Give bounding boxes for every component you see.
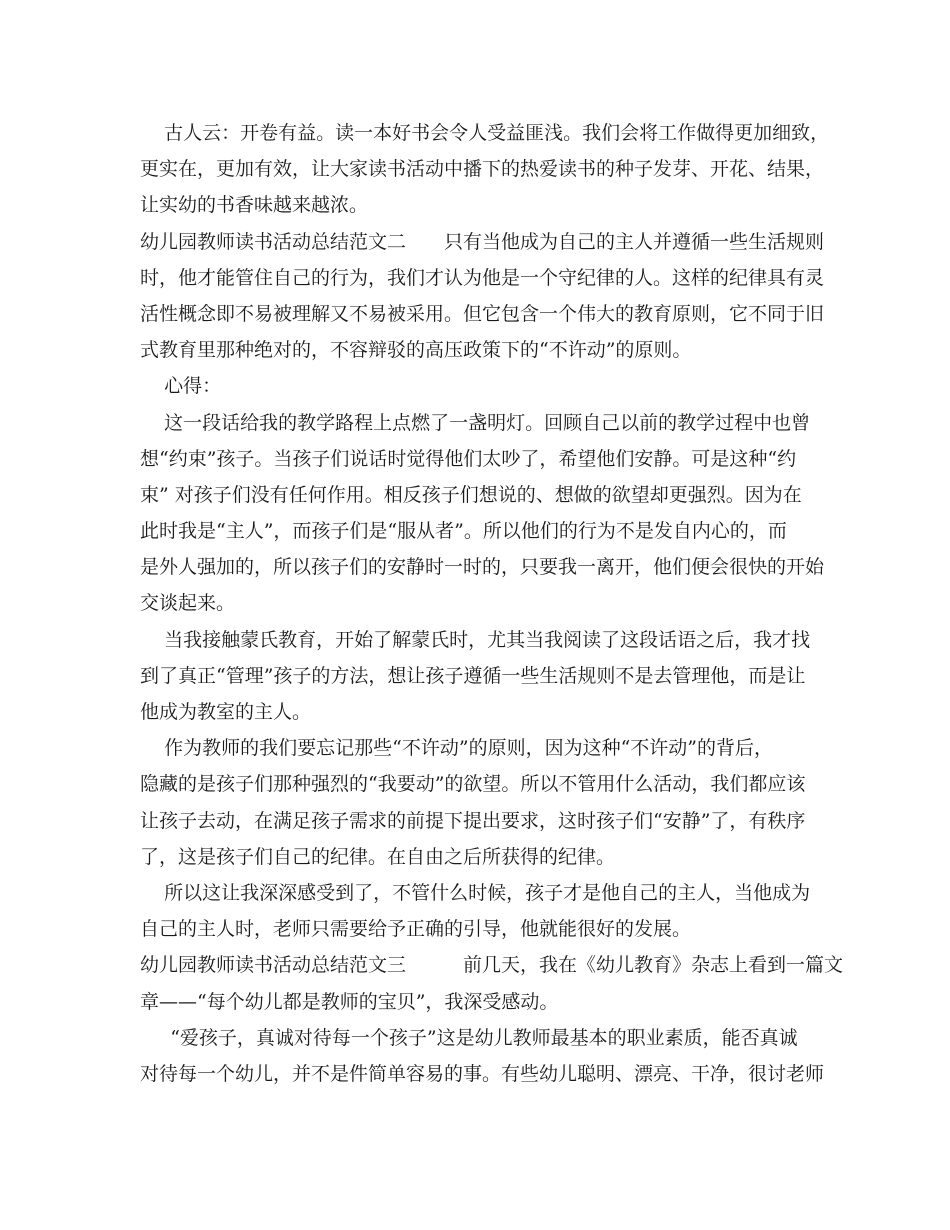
text-line: 作为教师的我们要忘记那些“不许动”的原则，因为这种“不许动”的背后，: [140, 737, 774, 760]
text-line: 当我接触蒙氏教育，开始了解蒙氏时，尤其当我阅读了这段话语之后，我才找: [140, 628, 811, 651]
text-line: 了，这是孩子们自己的纪律。在自由之后所获得的纪律。: [140, 845, 616, 868]
text-line: 时，他才能管住自己的行为，我们才认为他是一个守纪律的人。这样的纪律具有灵: [140, 266, 825, 289]
text-line: 这一段话给我的教学路程上点燃了一盏明灯。回顾自己以前的教学过程中也曾: [140, 411, 811, 434]
section-heading-line: 幼儿园教师读书活动总结范文三 前几天，我在《幼儿教育》杂志上看到一篇文: [140, 954, 844, 977]
document-body: [140, 115, 844, 1092]
text-line: 让实幼的书香味越来越浓。: [140, 194, 369, 217]
text-line: 对待每一个幼儿，并不是件简单容易的事。有些幼儿聪明、漂亮、干净，很讨老师: [140, 1062, 825, 1085]
text-line: 活性概念即不易被理解又不易被采用。但它包含一个伟大的教育原则，它不同于旧: [140, 302, 825, 325]
text-line: 交谈起来。: [140, 592, 236, 615]
text-line: 式教育里那种绝对的，不容辩驳的高压政策下的“不许动”的原则。: [140, 339, 692, 362]
text-line: 心得：: [140, 375, 222, 398]
text-line: 束” 对孩子们没有任何作用。相反孩子们想说的、想做的欲望却更强烈。因为在: [140, 483, 802, 506]
text-line: 想“约束”孩子。当孩子们说话时觉得他们太吵了，希望他们安静。可是这种“约: [140, 447, 797, 470]
section-heading-line: 幼儿园教师读书活动总结范文二 只有当他成为自己的主人并遵循一些生活规则: [140, 230, 825, 253]
text-line: 到了真正“管理”孩子的方法，想让孩子遵循一些生活规则不是去管理他，而是让: [140, 664, 806, 687]
text-line: 让孩子去动，在满足孩子需求的前提下提出要求，这时孩子们“安静”了，有秩序: [140, 809, 806, 832]
text-line: “爱孩子，真诚对待每一个孩子”这是幼儿教师最基本的职业素质，能否真诚: [140, 1026, 798, 1049]
text-line: 更实在，更加有效，让大家读书活动中播下的热爱读书的种子发芽、开花、结果，: [140, 158, 825, 181]
text-line: 章——“每个幼儿都是教师的宝贝”，我深受感动。: [140, 990, 559, 1013]
text-line: 此时我是“主人”，而孩子们是“服从者”。所以他们的行为不是发自内心的，而: [140, 520, 787, 543]
text-line: 隐藏的是孩子们那种强烈的“我要动”的欲望。所以不管用什么活动，我们都应该: [140, 773, 806, 796]
text-line: 是外人强加的，所以孩子们的安静时一时的，只要我一离开，他们便会很快的开始: [140, 556, 825, 579]
text-line: 所以这让我深深感受到了，不管什么时候，孩子才是他自己的主人，当他成为: [140, 881, 811, 904]
text-line: 古人云：开卷有益。读一本好书会令人受益匪浅。我们会将工作做得更加细致，: [140, 122, 830, 144]
text-line: 他成为教室的主人。: [140, 701, 312, 723]
text-line: 自己的主人时，老师只需要给予正确的引导，他就能很好的发展。: [140, 918, 692, 941]
